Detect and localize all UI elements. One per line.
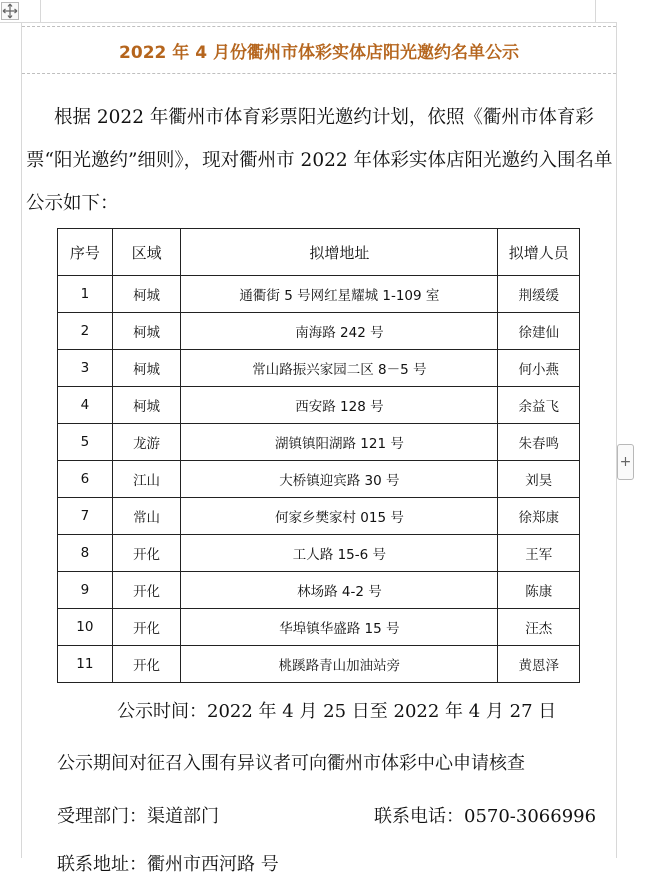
table-header-row	[58, 229, 580, 276]
table-move-handle[interactable]	[1, 2, 19, 20]
cell-number: 5	[58, 424, 113, 461]
cell-area: 开化	[112, 535, 181, 572]
cell-address: 西安路 128 号	[181, 387, 498, 424]
cell-area: 江山	[112, 461, 181, 498]
cell-address: 南海路 242 号	[181, 313, 498, 350]
cell-number: 6	[58, 461, 113, 498]
cell-person: 黄恩泽	[498, 646, 580, 683]
cell-number: 1	[58, 276, 113, 313]
contact-address: 联系地址：衢州市西河路 号	[57, 854, 279, 875]
table-row	[58, 276, 580, 313]
cell-number: 2	[58, 313, 113, 350]
table-row	[58, 387, 580, 424]
table-row	[58, 535, 580, 572]
header-area: 区域	[112, 229, 181, 276]
table-row	[58, 498, 580, 535]
cell-address: 湖镇镇阳湖路 121 号	[181, 424, 498, 461]
table-row	[58, 572, 580, 609]
cell-number: 9	[58, 572, 113, 609]
roster-table	[57, 228, 580, 683]
cell-number: 10	[58, 609, 113, 646]
move-handle-icon	[2, 3, 18, 19]
cell-address: 工人路 15-6 号	[181, 535, 498, 572]
cell-area: 开化	[112, 609, 181, 646]
cell-person: 陈康	[498, 572, 580, 609]
table-row	[58, 609, 580, 646]
cell-number: 4	[58, 387, 113, 424]
cell-area: 柯城	[112, 350, 181, 387]
cell-area: 柯城	[112, 276, 181, 313]
intro-text: 根据 2022 年衢州市体育彩票阳光邀约计划，依照《衢州市体育彩票“阳光邀约”细则》，现对衢州市 2022 年体彩实体店阳光邀约入围名单公示如下：	[26, 107, 613, 214]
cell-address: 林场路 4-2 号	[181, 572, 498, 609]
cell-area: 柯城	[112, 313, 181, 350]
table-row	[58, 313, 580, 350]
objection-note: 公示期间对征召入围有异议者可向衢州市体彩中心申请核查	[57, 753, 525, 774]
table-row	[58, 646, 580, 683]
cell-person: 余益飞	[498, 387, 580, 424]
header-number: 序号	[58, 229, 113, 276]
cell-number: 8	[58, 535, 113, 572]
cell-person: 朱春鸣	[498, 424, 580, 461]
document-title: 2022 年 4 月份衢州市体彩实体店阳光邀约名单公示	[22, 26, 616, 74]
intro-paragraph	[26, 96, 616, 225]
notice-time: 公示时间：2022 年 4 月 25 日至 2022 年 4 月 27 日	[117, 701, 557, 722]
add-row-button[interactable]	[617, 444, 634, 480]
cell-area: 柯城	[112, 387, 181, 424]
cell-person: 徐郑康	[498, 498, 580, 535]
contact-phone: 联系电话：0570-3066996	[374, 806, 597, 827]
cell-person: 王军	[498, 535, 580, 572]
cell-person: 汪杰	[498, 609, 580, 646]
cell-address: 大桥镇迎宾路 30 号	[181, 461, 498, 498]
margin-guide-left	[21, 22, 22, 858]
margin-guide-top	[0, 22, 616, 23]
cell-number: 7	[58, 498, 113, 535]
cell-address: 何家乡樊家村 015 号	[181, 498, 498, 535]
plus-icon: +	[619, 454, 632, 470]
margin-guide-right	[595, 0, 596, 22]
cell-area: 常山	[112, 498, 181, 535]
cell-person: 荆缓缓	[498, 276, 580, 313]
cell-area: 龙游	[112, 424, 181, 461]
cell-address: 桃蹊路青山加油站旁	[181, 646, 498, 683]
cell-number: 3	[58, 350, 113, 387]
cell-person: 刘昊	[498, 461, 580, 498]
cell-number: 11	[58, 646, 113, 683]
table-row	[58, 424, 580, 461]
cell-area: 开化	[112, 646, 181, 683]
header-address: 拟增地址	[181, 229, 498, 276]
cell-address: 华埠镇华盛路 15 号	[181, 609, 498, 646]
cell-person: 徐建仙	[498, 313, 580, 350]
header-person: 拟增人员	[498, 229, 580, 276]
margin-guide-vertical	[40, 0, 41, 22]
cell-address: 常山路振兴家园二区 8－5 号	[181, 350, 498, 387]
margin-guide-right-edge	[616, 22, 617, 858]
cell-person: 何小燕	[498, 350, 580, 387]
department: 受理部门：渠道部门	[57, 806, 219, 827]
table-row	[58, 350, 580, 387]
table-row	[58, 461, 580, 498]
cell-area: 开化	[112, 572, 181, 609]
cell-address: 通衢街 5 号网红星耀城 1-109 室	[181, 276, 498, 313]
